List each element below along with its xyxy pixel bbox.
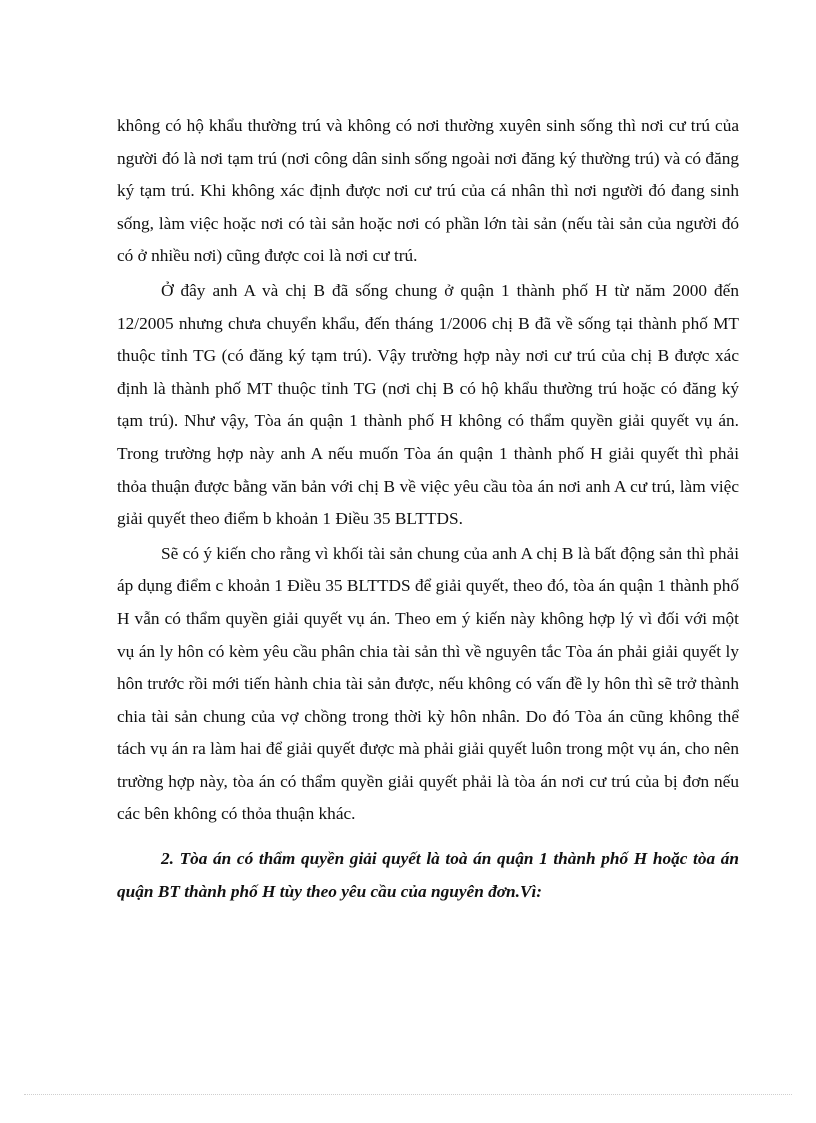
paragraph-case-analysis: Ở đây anh A và chị B đã sống chung ở quận 1 thành phố H từ năm 2000 đến 12/2005 nhưng chưa chuyển khẩu, đến tháng 1/2006 chị B đã về sống tại thành phố MT thuộc tỉnh TG (có đăng ký tạm trú). Vậy trường hợp này nơi cư trú của chị B được xác định là thành phố MT thuộc tỉnh TG (nơi chị B có hộ khẩu thường trú hoặc có đăng ký tạm trú). Như vậy, Tòa án quận 1 thành phố H không có thẩm quyền giải quyết vụ án. Trong trường hợp này anh A nếu muốn Tòa án quận 1 thành phố H giải quyết thì phải thỏa thuận được bằng văn bản với chị B về việc yêu cầu tòa án nơi anh A cư trú, làm việc giải quyết theo điểm b khoản 1 Điều 35 BLTTDS. [117,280,739,529]
footer-divider [24,1094,792,1095]
document-page [117,110,739,908]
section-heading-2: 2. Tòa án có thẩm quyền giải quyết là toà án quận 1 thành phố H hoặc tòa án quận BT thành phố H tùy theo yêu cầu của nguyên đơn.Vì: [117,849,739,902]
paragraph-counter-opinion: Sẽ có ý kiến cho rằng vì khối tài sản chung của anh A chị B là bất động sản thì phải áp dụng điểm c khoản 1 Điều 35 BLTTDS để giải quyết, theo đó, tòa án quận 1 thành phố H vẫn có thẩm quyền giải quyết vụ án. Theo em ý kiến này không hợp lý vì đối với một vụ án ly hôn có kèm yêu cầu phân chia tài sản thì về nguyên tắc Tòa án phải giải quyết ly hôn trước rồi mới tiến hành chia tài sản được, nếu không có vấn đề ly hôn thì sẽ trở thành chia tài sản chung của vợ chồng trong thời kỳ hôn nhân. Do đó Tòa án cũng không thể tách vụ án ra làm hai để giải quyết được mà phải giải quyết luôn trong một vụ án, cho nên trường hợp này, tòa án có thẩm quyền giải quyết phải là tòa án nơi cư trú của bị đơn nếu các bên không có thỏa thuận khác. [117,543,739,824]
paragraph-residence-definition: không có hộ khẩu thường trú và không có nơi thường xuyên sinh sống thì nơi cư trú của người đó là nơi tạm trú (nơi công dân sinh sống ngoài nơi đăng ký thường trú) và có đăng ký tạm trú. Khi không xác định được nơi cư trú của cá nhân thì nơi người đó đang sinh sống, làm việc hoặc nơi có tài sản hoặc nơi có phần lớn tài sản (nếu tài sản của người đó có ở nhiều nơi) cũng được coi là nơi cư trú. [117,116,739,266]
